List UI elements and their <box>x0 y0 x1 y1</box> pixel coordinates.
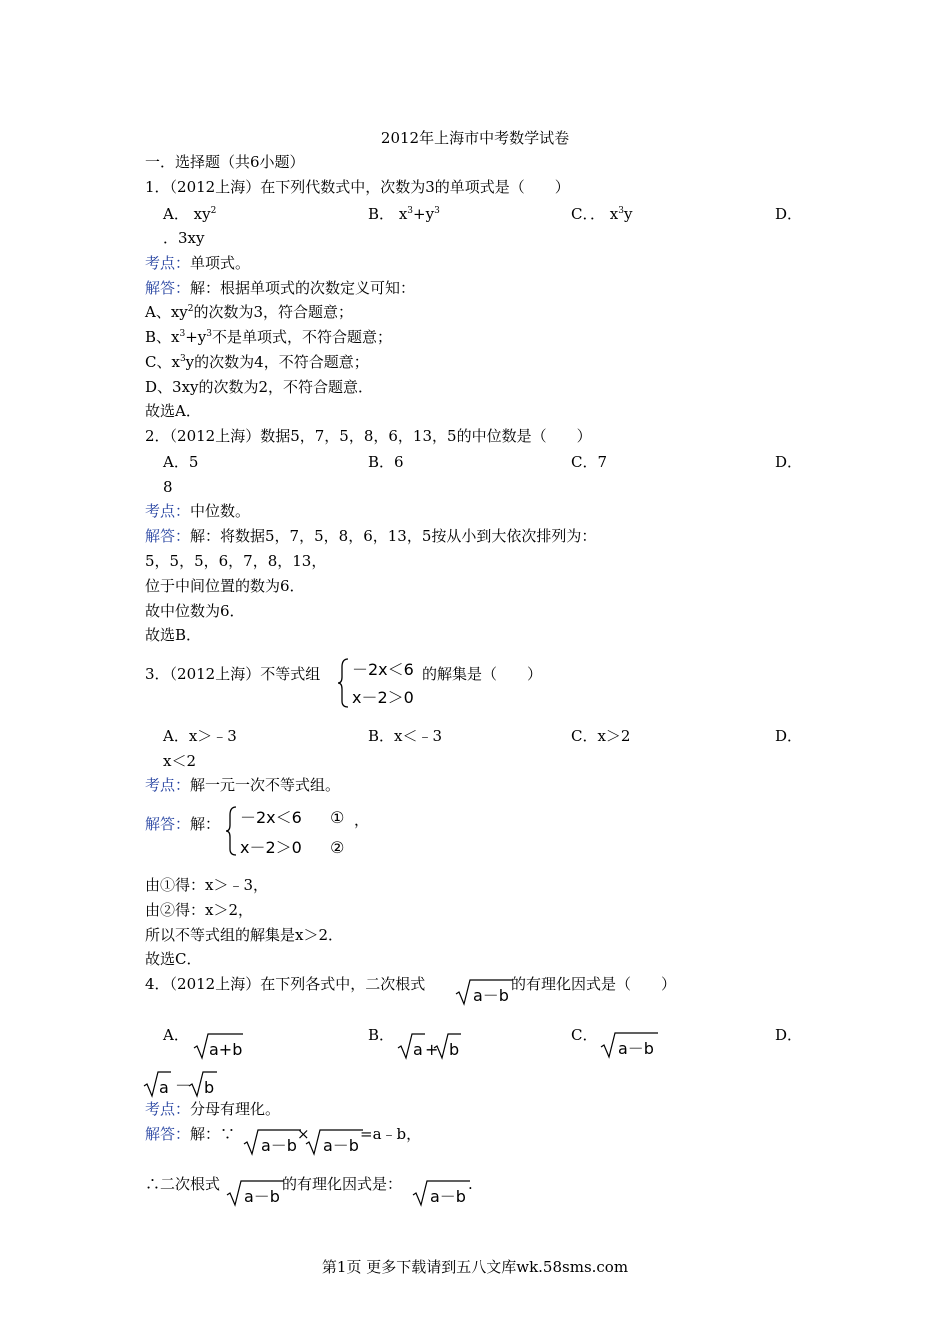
section-heading: 一．选择题（共6小题） <box>145 153 305 171</box>
svg-text:a: a <box>159 1078 169 1097</box>
svg-text:a: a <box>413 1040 423 1059</box>
q2-option-d: D． <box>775 453 803 471</box>
svg-text:a－b: a－b <box>323 1136 359 1155</box>
q1-option-c: C．． $x^3y$ <box>571 205 633 223</box>
q1-line-c: C、$x^3y$的次数为4，不符合题意； <box>145 353 369 371</box>
q2-option-a: A．5 <box>163 453 199 471</box>
svg-text:b: b <box>449 1040 460 1059</box>
q4-jieda-radical-2 <box>305 1127 365 1157</box>
q3-circled-2: ② <box>330 838 345 857</box>
q3-option-c: C．x＞2 <box>571 727 631 745</box>
q2-kaodian: 考点：中位数。 <box>145 502 251 520</box>
q4-option-a-radical <box>193 1031 245 1061</box>
svg-text:a－b: a－b <box>618 1039 654 1058</box>
q4-equals: =a﹣b， <box>360 1125 422 1143</box>
q3-stem-start: 3．（2012上海）不等式组 <box>145 665 321 683</box>
q1-line-b: B、$x^3+y^3$不是单项式，不符合题意； <box>145 328 393 346</box>
q3-option-a: A．x＞﹣3 <box>163 727 237 745</box>
q4-option-b-label: B． <box>368 1026 395 1044</box>
svg-text:－: － <box>175 1076 192 1095</box>
q2-sorted: 5，5，5，6，7，8，13， <box>145 552 327 570</box>
q2-answer: 故选B． <box>145 626 202 644</box>
page-title: 2012年上海市中考数学试卷 <box>380 129 570 147</box>
q3-step2: 由②得：x＞2， <box>145 901 254 919</box>
q1-line-a: A、$xy^2$的次数为3，符合题意； <box>145 303 354 321</box>
q2-middle: 位于中间位置的数为6． <box>145 577 305 595</box>
q3-stem-end: 的解集是（ ） <box>422 665 543 683</box>
q3-conclusion: 所以不等式组的解集是x＞2． <box>145 926 344 944</box>
q4-option-c-radical <box>600 1030 660 1060</box>
q1-answer: 故选A． <box>145 402 201 420</box>
q2-option-b: B．6 <box>368 453 404 471</box>
q3-solution-line1: －2x＜6 <box>240 808 302 827</box>
q4-option-a-label: A． <box>163 1026 189 1044</box>
q1-option-a: A． $xy^2$ <box>163 205 217 223</box>
q2-stem: 2．（2012上海）数据5，7，5，8，6，13，5的中位数是（ ） <box>145 427 592 445</box>
svg-text:a+b: a+b <box>209 1040 243 1059</box>
q3-solution-line2: x－2＞0 <box>240 838 302 857</box>
q4-radical-stem <box>455 976 513 1008</box>
q4-conclusion-start: ∴二次根式 <box>145 1175 221 1193</box>
q4-conclusion-end: . <box>468 1175 473 1193</box>
q4-option-b-radical <box>397 1031 465 1061</box>
q4-option-c-label: C． <box>571 1026 598 1044</box>
q1-option-d-value: ．3xy <box>163 229 205 247</box>
q3-answer: 故选C． <box>145 950 202 968</box>
q4-conclusion-radical-2 <box>412 1178 472 1208</box>
q3-circled-1: ① <box>330 808 345 827</box>
q3-system-line1: －2x＜6 <box>352 660 414 679</box>
q4-stem-end: 的有理化因式是（ ） <box>511 975 677 993</box>
q4-kaodian: 考点：分母有理化。 <box>145 1100 281 1118</box>
q4-conclusion-mid: 的有理化因式是： <box>282 1175 403 1193</box>
svg-text:a－b: a－b <box>473 986 509 1005</box>
q4-times: × <box>297 1125 310 1143</box>
q4-stem-start: 4．（2012上海）在下列各式中，二次根式 <box>145 975 426 993</box>
q4-conclusion-radical-1 <box>226 1178 286 1208</box>
q2-option-c: C．7 <box>571 453 608 471</box>
svg-text:a－b: a－b <box>261 1136 297 1155</box>
q3-jieda: 解答：解： <box>145 815 221 833</box>
svg-text:a－b: a－b <box>430 1187 466 1206</box>
q4-option-d-radical <box>143 1069 223 1099</box>
q1-stem: 1．（2012上海）在下列代数式中，次数为3的单项式是（ ） <box>145 178 570 196</box>
page-footer: 第1页 更多下载请到五八文库wk.58sms.com <box>321 1258 629 1276</box>
q3-system-line2: x－2＞0 <box>352 688 414 707</box>
q4-jieda: 解答：解：∵ <box>145 1125 236 1143</box>
q1-option-b: B． $x^3+y^3$ <box>368 205 440 223</box>
q1-line-d: D、3xy的次数为2，不符合题意． <box>145 378 374 396</box>
q3-inequality-system <box>338 655 428 711</box>
q3-option-d-value: x＜2 <box>163 752 197 770</box>
q2-median: 故中位数为6． <box>145 602 245 620</box>
q3-option-d: D． <box>775 727 803 745</box>
svg-text:+: + <box>425 1040 439 1059</box>
q1-kaodian: 考点：单项式。 <box>145 254 251 272</box>
q3-option-b: B．x＜﹣3 <box>368 727 443 745</box>
q2-option-d-value: 8 <box>163 478 173 496</box>
q3-solution-comma: ， <box>354 811 370 829</box>
q3-solution-system <box>226 803 370 861</box>
svg-text:b: b <box>204 1078 215 1097</box>
q1-option-d: D． <box>775 205 803 223</box>
q3-kaodian: 考点：解一元一次不等式组。 <box>145 776 341 794</box>
q2-jieda: 解答：解：将数据5，7，5，8，6，13，5按从小到大依次排列为： <box>145 527 597 545</box>
q3-step1: 由①得：x＞﹣3， <box>145 876 269 894</box>
svg-text:a－b: a－b <box>244 1187 280 1206</box>
q1-jieda: 解答：解：根据单项式的次数定义可知： <box>145 279 416 297</box>
q4-option-d-label: D． <box>775 1026 803 1044</box>
q4-jieda-radical-1 <box>243 1127 303 1157</box>
